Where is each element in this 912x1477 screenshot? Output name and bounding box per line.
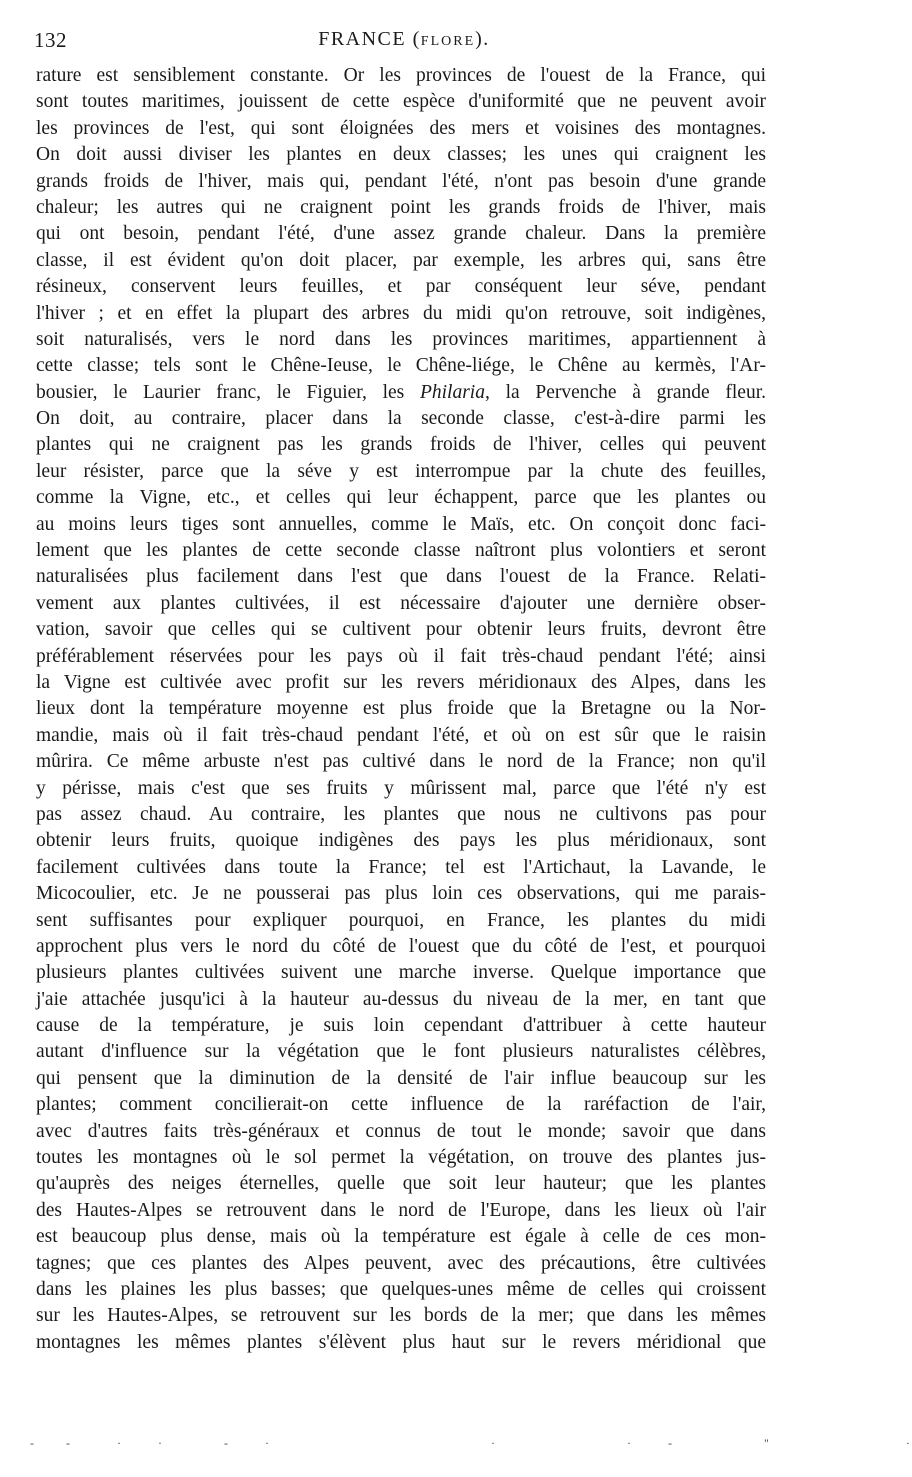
text-line: facilement cultivées dans toute la France; tel est l'Artichaut, la Lavande, le — [36, 856, 766, 878]
text-line: plantes qui ne craignent pas les grands froids de l'hiver, celles qui peuvent — [36, 434, 766, 456]
text-line: plusieurs plantes cultivées suivent une marche inverse. Quelque importance que — [36, 962, 766, 984]
running-head-end: ). — [475, 28, 490, 50]
text-line: résineux, conservent leurs feuilles, et par conséquent leur séve, pendant — [36, 276, 766, 298]
text-line: grands froids de l'hiver, mais qui, pendant l'été, n'ont pas besoin d'une grande — [36, 170, 766, 192]
text-line: j'aie attachée jusqu'ici à la hauteur au-dessus du niveau de la mer, en tant que — [36, 988, 766, 1010]
text-line: les provinces de l'est, qui sont éloignées des mers et voisines des montagnes. — [36, 117, 766, 139]
text-line: obtenir leurs fruits, quoique indigènes des pays les plus méridionaux, sont — [36, 830, 766, 852]
text-line: Micocoulier, etc. Je ne pousserai pas plus loin ces observations, qui me parais- — [36, 883, 766, 905]
running-head-subtitle: FLORE — [420, 34, 476, 49]
text-line: y périsse, mais c'est que ses fruits y mûrissent mal, parce que l'été n'y est — [36, 777, 766, 799]
text-line: classe, il est évident qu'on doit placer, par exemple, les arbres qui, sans être — [36, 249, 766, 271]
text-line: comme la Vigne, etc., et celles qui leur échappent, parce que les plantes ou — [36, 487, 766, 509]
text-line: vement aux plantes cultivées, il est nécessaire d'ajouter une dernière obser- — [36, 592, 766, 614]
body-text — [36, 63, 766, 1356]
text-line: chaleur; les autres qui ne craignent point les grands froids de l'hiver, mais — [36, 196, 766, 218]
text-line: autant d'influence sur la végétation que le font plusieurs naturalistes célèbres, — [36, 1041, 766, 1063]
text-line: cause de la température, je suis loin cependant d'attribuer à cette hauteur — [36, 1015, 766, 1037]
text-line: qu'auprès des neiges éternelles, quelle que soit leur hauteur; que les plantes — [36, 1173, 766, 1195]
page-number: 132 — [34, 28, 67, 52]
text-line: mandie, mais où il fait très-chaud pendant l'été, et où on est sûr que le raisin — [36, 724, 766, 746]
text-line: rature est sensiblement constante. Or les provinces de l'ouest de la France, qui — [36, 65, 766, 86]
italic-term: Philaria — [419, 381, 485, 403]
running-head — [34, 28, 774, 51]
text-line: au moins leurs tiges sont annuelles, comme le Maïs, etc. On conçoit donc faci- — [36, 513, 766, 535]
text-line: est beaucoup plus dense, mais où la température est égale à celle de ces mon- — [36, 1226, 766, 1248]
text-line: On doit aussi diviser les plantes en deux classes; les unes qui craignent les — [36, 144, 766, 166]
text-line: l'hiver ; et en effet la plupart des arbres du midi qu'on retrouve, soit indigènes, — [36, 302, 766, 324]
text-line: leur résister, parce que la séve y est interrompue par la chute des feuilles, — [36, 460, 766, 482]
text-line: cette classe; tels sont le Chêne-Ieuse, le Chêne-liége, le Chêne au kermès, l'Ar- — [36, 355, 766, 377]
text-line: naturalisées plus facilement dans l'est que dans l'ouest de la France. Relati- — [36, 566, 766, 588]
text-line: soit naturalisés, vers le nord dans les provinces maritimes, appartiennent à — [36, 328, 766, 350]
text-line: montagnes les mêmes plantes s'élèvent plus haut sur le revers méridional que — [36, 1331, 766, 1353]
text-line: sont toutes maritimes, jouissent de cette espèce d'uniformité que ne peuvent avoir — [36, 91, 766, 113]
page-header — [34, 28, 774, 58]
text-line: sent suffisantes pour expliquer pourquoi, en France, les plantes du midi — [36, 909, 766, 931]
text-line: tagnes; que ces plantes des Alpes peuvent, avec des précautions, être cultivées — [36, 1252, 766, 1274]
text-line: plantes; comment concilierait-on cette influence de la raréfaction de l'air, — [36, 1094, 766, 1116]
footer-print-marks: - - · · - · · · - " · — [30, 1436, 912, 1450]
text-line: lement que les plantes de cette seconde classe naîtront plus volontiers et seront — [36, 540, 766, 562]
text-line: préférablement réservées pour les pays où il fait très-chaud pendant l'été; ainsi — [36, 645, 766, 667]
running-head-main: FRANCE ( — [318, 28, 421, 50]
text-line: qui ont besoin, pendant l'été, d'une assez grande chaleur. Dans la première — [36, 223, 766, 245]
text-line: bousier, le Laurier franc, le Figuier, les Philaria, la Pervenche à grande fleur. — [36, 381, 766, 403]
text-line: avec d'autres faits très-généraux et connus de tout le monde; savoir que dans — [36, 1120, 766, 1142]
text-line: pas assez chaud. Au contraire, les plantes que nous ne cultivons pas pour — [36, 803, 766, 825]
text-line: approchent plus vers le nord du côté de l'ouest que du côté de l'est, et pourquoi — [36, 935, 766, 957]
text-line: dans les plaines les plus basses; que quelques-unes même de celles qui croissent — [36, 1278, 766, 1300]
text-line: On doit, au contraire, placer dans la seconde classe, c'est-à-dire parmi les — [36, 408, 766, 430]
text-line: vation, savoir que celles qui se cultivent pour obtenir leurs fruits, devront être — [36, 619, 766, 641]
text-line: toutes les montagnes où le sol permet la végétation, on trouve des plantes jus- — [36, 1147, 766, 1169]
text-line: des Hautes-Alpes se retrouvent dans le nord de l'Europe, dans les lieux où l'air — [36, 1199, 766, 1221]
text-line: lieux dont la température moyenne est plus froide que la Bretagne ou la Nor- — [36, 698, 766, 720]
text-line: qui pensent que la diminution de la densité de l'air influe beaucoup sur les — [36, 1067, 766, 1089]
text-line: mûrira. Ce même arbuste n'est pas cultivé dans le nord de la France; non qu'il — [36, 751, 766, 773]
text-line: sur les Hautes-Alpes, se retrouvent sur les bords de la mer; que dans les mêmes — [36, 1305, 766, 1327]
text-line: la Vigne est cultivée avec profit sur les revers méridionaux des Alpes, dans les — [36, 671, 766, 693]
